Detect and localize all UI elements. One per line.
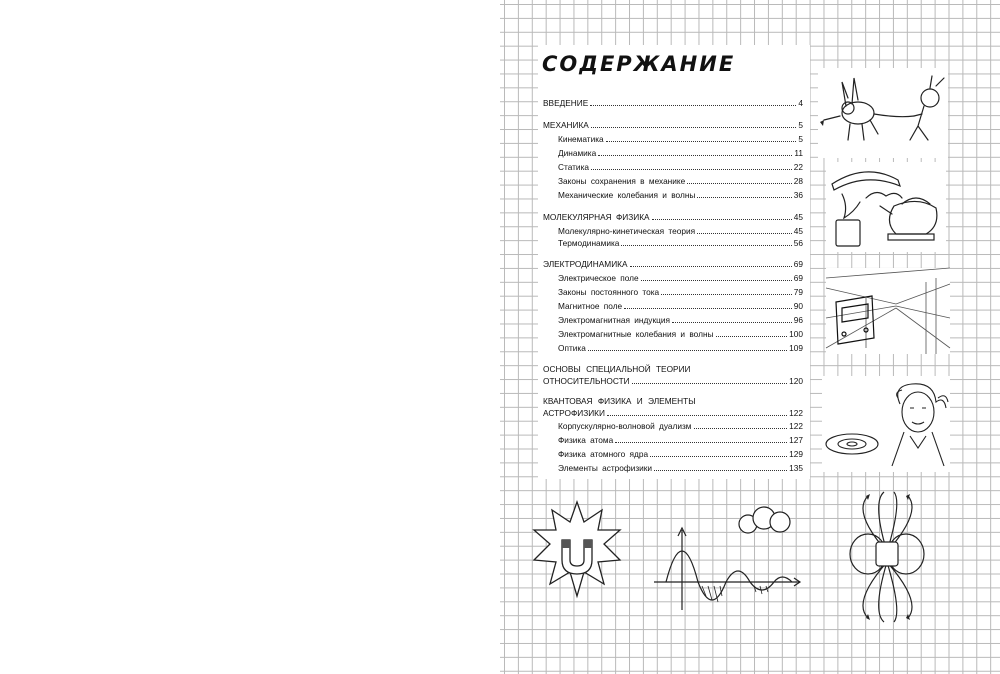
toc-entry-page: 122 [789, 408, 803, 418]
toc-entry-magnetic-field[interactable] [558, 301, 803, 311]
einstein-galaxy-illustration [822, 376, 950, 472]
toc-entry-page: 79 [793, 287, 803, 297]
toc-entry-page: 100 [789, 329, 803, 339]
toc-entry-label: Электрическое поле [558, 273, 639, 283]
toc-entry-quantum-line1: КВАНТОВАЯ ФИЗИКА И ЭЛЕМЕНТЫ [543, 396, 696, 406]
toc-entry-relativity[interactable] [543, 376, 803, 386]
toc-entry-quantum[interactable] [543, 408, 803, 418]
toc-entry-page: 69 [793, 259, 803, 269]
toc-entry-molecular-physics[interactable] [543, 212, 803, 222]
toc-entry-relativity-line1: ОСНОВЫ СПЕЦИАЛЬНОЙ ТЕОРИИ [543, 364, 691, 374]
toc-entry-label: Законы постоянного тока [558, 287, 660, 297]
toc-entry-label: Статика [558, 162, 589, 172]
toc-entry-page: 36 [793, 190, 803, 200]
toc-entry-page: 45 [793, 212, 803, 222]
toc-entry-atomic-physics[interactable] [558, 435, 803, 445]
toc-entry-label: Физика атома [558, 435, 614, 445]
toc-entry-label: Кинематика [558, 134, 604, 144]
toc-entry-astrophysics[interactable] [558, 463, 803, 473]
toc-entry-page: 5 [798, 134, 803, 144]
toc-entry-label: Электромагнитная индукция [558, 315, 670, 325]
toc-entry-label: Динамика [558, 148, 597, 158]
toc-title: СОДЕРЖАНИЕ [542, 52, 736, 76]
toc-entry-nuclear-physics[interactable] [558, 449, 803, 459]
toc-entry-label: Оптика [558, 343, 586, 353]
toc-entry-label: Электромагнитные колебания и волны [558, 329, 714, 339]
toc-entry-label: Термодинамика [558, 238, 620, 248]
toc-entry-label: Магнитное поле [558, 301, 623, 311]
toc-entry-wave-particle[interactable] [558, 421, 803, 431]
toc-entry-page: 109 [789, 343, 803, 353]
toc-entry-page: 5 [798, 120, 803, 130]
toc-entry-kinematics[interactable] [558, 134, 803, 144]
toc-entry-mkt[interactable] [558, 226, 803, 236]
toc-entry-electric-field[interactable] [558, 273, 803, 283]
toc-entry-label: Законы сохранения в механике [558, 176, 686, 186]
boiling-kettle-illustration [826, 162, 946, 252]
toc-entry-dc-laws[interactable] [558, 287, 803, 297]
toc-entry-label: МЕХАНИКА [543, 120, 589, 130]
toc-entry-page: 56 [793, 238, 803, 248]
toc-entry-page: 4 [798, 98, 803, 108]
toc-entry-label: МОЛЕКУЛЯРНАЯ ФИЗИКА [543, 212, 650, 222]
toc-entry-dynamics[interactable] [558, 148, 803, 158]
toc-entry-label: Молекулярно-кинетическая теория [558, 226, 696, 236]
toc-entry-page: 90 [793, 301, 803, 311]
toc-entry-label: АСТРОФИЗИКИ [543, 408, 605, 418]
toc-entry-optics[interactable] [558, 343, 803, 353]
toc-entry-page: 129 [789, 449, 803, 459]
wave-graph-illustration [652, 500, 802, 618]
toc-entry-thermodynamics[interactable] [558, 238, 803, 248]
toc-entry-page: 11 [794, 148, 803, 158]
toc-entry-em-induction[interactable] [558, 315, 803, 325]
donkey-tug-of-war-illustration [818, 68, 948, 158]
toc-entry-page: 45 [793, 226, 803, 236]
toc-entry-label: ЭЛЕКТРОДИНАМИКА [543, 259, 628, 269]
toc-entry-statics[interactable] [558, 162, 803, 172]
toc-entry-label: Физика атомного ядра [558, 449, 649, 459]
toc-entry-page: 127 [789, 435, 803, 445]
toc-entry-electrodynamics[interactable] [543, 259, 803, 269]
toc-entry-mech-oscillations[interactable] [558, 190, 803, 200]
toc-entry-page: 28 [793, 176, 803, 186]
toc-entry-page: 120 [789, 376, 803, 386]
toc-entry-intro[interactable] [543, 98, 803, 108]
toc-entry-label: ВВЕДЕНИЕ [543, 98, 589, 108]
toc-entry-mechanics[interactable] [543, 120, 803, 130]
toc-entry-em-oscillations[interactable] [558, 329, 803, 339]
toc-entry-page: 22 [793, 162, 803, 172]
toc-entry-conservation-laws[interactable] [558, 176, 803, 186]
toc-entry-page: 135 [789, 463, 803, 473]
toc-entry-label: Элементы астрофизики [558, 463, 653, 473]
train-perspective-illustration [826, 268, 950, 354]
toc-entry-label: Корпускулярно-волновой дуализм [558, 421, 692, 431]
toc-entry-page: 96 [793, 315, 803, 325]
toc-entry-label: Механические колебания и волны [558, 190, 696, 200]
magnetic-field-rings-illustration [832, 492, 942, 622]
magnet-starburst-illustration [532, 500, 622, 600]
toc-entry-label: ОТНОСИТЕЛЬНОСТИ [543, 376, 630, 386]
toc-entry-page: 69 [793, 273, 803, 283]
toc-entry-page: 122 [789, 421, 803, 431]
